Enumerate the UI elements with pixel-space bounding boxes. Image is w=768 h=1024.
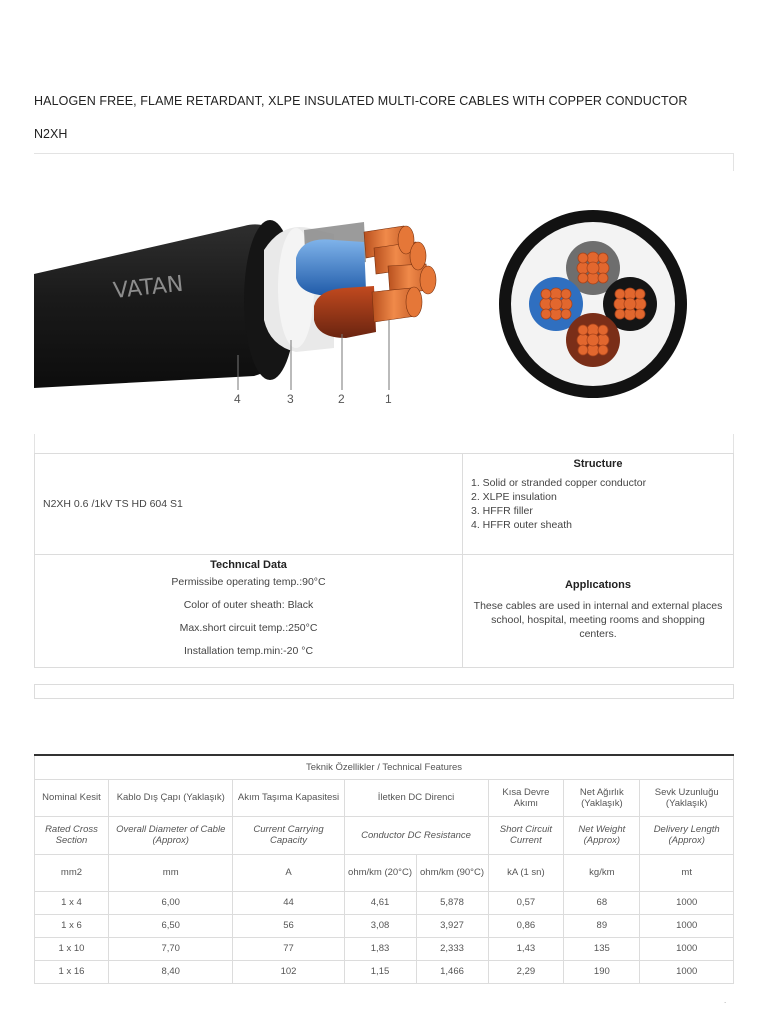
- header-cell: Kablo Dış Çapı (Yaklaşık): [108, 779, 233, 816]
- cell-weight: 190: [564, 960, 640, 983]
- cell-resistance-20: 4,61: [344, 891, 416, 914]
- technical-item: Max.short circuit temp.:250°C: [179, 622, 318, 634]
- applications-title: Applıcatıons: [564, 579, 631, 591]
- header-cell: Current Carrying Capacity: [233, 816, 344, 854]
- product-image: [34, 170, 734, 434]
- divider: [733, 434, 734, 453]
- technical-data-cell: [35, 555, 463, 668]
- header-cell: Akım Taşıma Kapasitesi: [233, 779, 344, 816]
- cell-resistance-90: 1,466: [416, 960, 488, 983]
- applications-cell: [463, 555, 734, 668]
- cell-current: 102: [233, 960, 344, 983]
- table-row: [35, 960, 734, 983]
- cable-cross-section: [499, 210, 687, 398]
- structure-item: 4. HFFR outer sheath: [471, 519, 572, 531]
- technical-item: Installation temp.min:-20 °C: [183, 645, 314, 657]
- brand-print: VATAN: [112, 271, 185, 304]
- header-cell: Rated Cross Section: [35, 816, 109, 854]
- cell-section: 1 x 16: [35, 960, 109, 983]
- cell-length: 1000: [640, 914, 734, 937]
- unit-cell: kA (1 sn): [488, 854, 564, 891]
- cell-weight: 89: [564, 914, 640, 937]
- unit-cell: ohm/km (90°C): [416, 854, 488, 891]
- product-code: N2XH: [34, 127, 68, 141]
- cell-short-circuit: 0,86: [488, 914, 564, 937]
- cell-short-circuit: 0,57: [488, 891, 564, 914]
- structure-title: Structure: [573, 458, 623, 470]
- cell-length: 1000: [640, 960, 734, 983]
- cell-length: 1000: [640, 891, 734, 914]
- cell-diameter: 7,70: [108, 937, 233, 960]
- cell-section: 1 x 10: [35, 937, 109, 960]
- cell-short-circuit: 2,29: [488, 960, 564, 983]
- cell-current: 56: [233, 914, 344, 937]
- page-mark: .: [724, 996, 727, 1005]
- header-cell: Short Circuit Current: [488, 816, 564, 854]
- divider: [733, 153, 734, 171]
- header-cell: Net Weight (Approx): [564, 816, 640, 854]
- technical-features-table: [34, 754, 734, 984]
- spec-table: [34, 453, 734, 668]
- applications-text: These cables are used in internal and external places school, hospital, meeting rooms and shopping centers.: [473, 600, 723, 640]
- header-cell: Delivery Length (Approx): [640, 816, 734, 854]
- brown-core: [314, 286, 376, 338]
- callout-label-1: 1: [385, 392, 392, 406]
- copper-conductors: [364, 226, 436, 322]
- header-cell: Sevk Uzunluğu (Yaklaşık): [640, 779, 734, 816]
- cell-weight: 135: [564, 937, 640, 960]
- technical-item: Color of outer sheath: Black: [183, 599, 314, 611]
- cell-resistance-90: 2,333: [416, 937, 488, 960]
- table-row: [35, 891, 734, 914]
- callout-label-3: 3: [287, 392, 294, 406]
- cell-short-circuit: 1,43: [488, 937, 564, 960]
- technical-data-title: Technıcal Data: [210, 559, 287, 571]
- cell-length: 1000: [640, 937, 734, 960]
- header-cell: İletken DC Direnci: [344, 779, 488, 816]
- divider: [34, 153, 734, 154]
- divider: [34, 434, 35, 453]
- structure-list: [471, 476, 725, 532]
- cell-resistance-20: 1,15: [344, 960, 416, 983]
- unit-cell: mm: [108, 854, 233, 891]
- cell-resistance-20: 3,08: [344, 914, 416, 937]
- header-cell: Nominal Kesit: [35, 779, 109, 816]
- cell-diameter: 6,50: [108, 914, 233, 937]
- unit-cell: A: [233, 854, 344, 891]
- unit-cell: mm2: [35, 854, 109, 891]
- unit-cell: kg/km: [564, 854, 640, 891]
- structure-item: 2. XLPE insulation: [471, 491, 557, 503]
- page-title: HALOGEN FREE, FLAME RETARDANT, XLPE INSULATED MULTI-CORE CABLES WITH COPPER CONDUCTOR: [34, 94, 688, 108]
- technical-item: Permissibe operating temp.:90°C: [171, 576, 326, 588]
- callout-label-2: 2: [338, 392, 345, 406]
- cell-section: 1 x 6: [35, 914, 109, 937]
- header-cell: Net Ağırlık (Yaklaşık): [564, 779, 640, 816]
- cell-current: 44: [233, 891, 344, 914]
- cell-resistance-90: 3,927: [416, 914, 488, 937]
- cell-section: 1 x 4: [35, 891, 109, 914]
- cell-current: 77: [233, 937, 344, 960]
- structure-item: 3. HFFR filler: [471, 505, 533, 517]
- cell-diameter: 8,40: [108, 960, 233, 983]
- header-cell: Kısa Devre Akımı: [488, 779, 564, 816]
- cable-illustration: [34, 170, 734, 434]
- unit-cell: mt: [640, 854, 734, 891]
- cable-standard: N2XH 0.6 /1kV TS HD 604 S1: [43, 498, 183, 510]
- cell-weight: 68: [564, 891, 640, 914]
- structure-cell: [463, 454, 734, 555]
- table-row: [35, 914, 734, 937]
- unit-cell: ohm/km (20°C): [344, 854, 416, 891]
- cell-diameter: 6,00: [108, 891, 233, 914]
- cell-resistance-90: 5,878: [416, 891, 488, 914]
- table-row: [35, 937, 734, 960]
- callout-label-4: 4: [234, 392, 241, 406]
- cell-resistance-20: 1,83: [344, 937, 416, 960]
- header-cell: Overall Diameter of Cable (Approx): [108, 816, 233, 854]
- empty-section: [34, 684, 734, 699]
- table-caption: Teknik Özellikler / Technical Features: [35, 755, 734, 779]
- structure-item: 1. Solid or stranded copper conductor: [471, 477, 647, 489]
- standard-cell: [35, 454, 463, 555]
- header-cell: Conductor DC Resistance: [344, 816, 488, 854]
